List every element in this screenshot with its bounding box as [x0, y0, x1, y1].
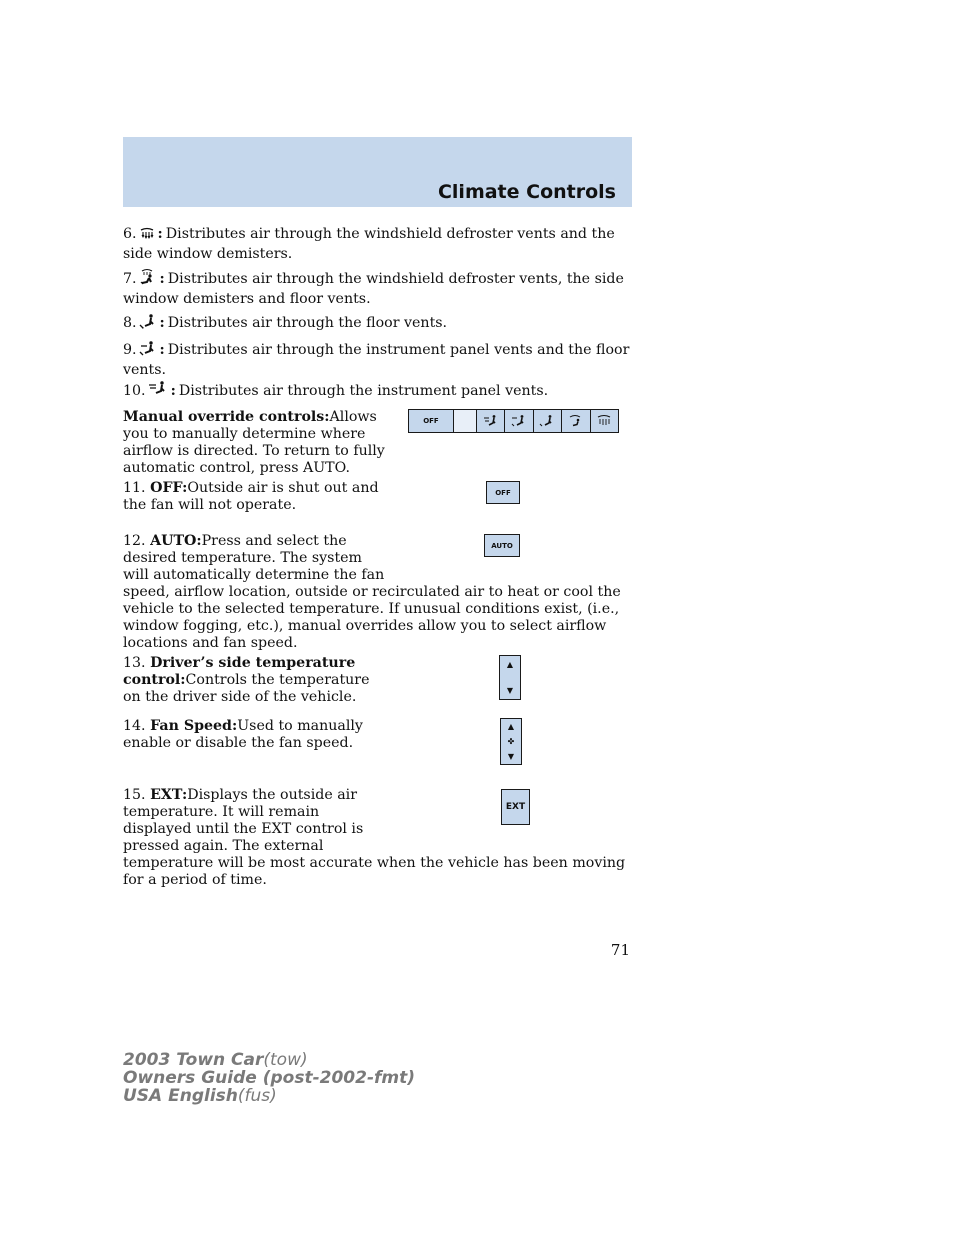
list-item: 10. : Distributes air through the instrument panel vents. — [123, 380, 632, 403]
fan-down-icon[interactable]: ▼ — [507, 752, 515, 761]
manual-override-paragraph: Manual override controls:Allows you to manually determine where airflow is directed. To return to fully automatic control, press AUTO. — [123, 409, 385, 476]
list-item: 7. : Distributes air through the windshield defroster vents, the side window demisters and floor vents. — [123, 268, 632, 308]
list-item: 15. EXT:Displays the outside air temperature. It will remain displayed until the EXT control is pressed again. The external — [123, 787, 364, 854]
list-item: 13. Driver’s side temperature control:Controls the temperature on the driver side of the vehicle. — [123, 655, 370, 705]
temperature-rocker[interactable] — [499, 655, 521, 700]
defrost-icon — [139, 226, 155, 246]
list-item-continuation: speed, airflow location, outside or recirculated air to heat or cool the vehicle to the selected temperature. If unusual conditions exist, (i.e., window fogging, etc.), manual overrides allow you to select airflow locations and fan speed. — [123, 584, 621, 651]
temp-down-icon[interactable]: ▼ — [506, 686, 514, 695]
list-item: 9. : Distributes air through the instrument panel vents and the floor vents. — [123, 342, 630, 378]
defrost-floor-icon — [568, 414, 584, 428]
temp-up-icon[interactable]: ▲ — [506, 660, 514, 669]
floor-vent-icon — [539, 414, 555, 428]
panel-defrost-button[interactable] — [590, 410, 618, 432]
panel-floor-icon — [511, 414, 527, 428]
ext-button[interactable]: EXT — [501, 789, 530, 825]
fan-icon: ✤ — [507, 737, 515, 746]
panel-vent-button[interactable] — [476, 410, 504, 432]
panel-vent-icon — [148, 380, 168, 403]
panel-floor-button[interactable] — [533, 410, 561, 432]
panel-floor-icon — [139, 340, 157, 362]
list-item: 12. AUTO:Press and select the desired temperature. The system will automatically determine the fan — [123, 533, 385, 583]
list-item: 6. : Distributes air through the windshield defroster vents and the side window demisters. — [123, 226, 615, 262]
floor-vent-icon — [139, 313, 157, 335]
list-item: 8. : Distributes air through the floor vents. — [123, 313, 632, 335]
page-number: 71 — [610, 941, 630, 959]
panel-divider — [453, 410, 476, 432]
panel-vent-icon — [483, 414, 499, 428]
off-button[interactable]: OFF — [486, 481, 520, 504]
defrost-floor-icon — [139, 268, 157, 291]
footer: 2003 Town Car(tow) Owners Guide (post-2002-fmt) USA English(fus) — [123, 1050, 416, 1106]
fan-speed-rocker[interactable] — [500, 718, 522, 765]
panel-panel-floor-button[interactable] — [504, 410, 532, 432]
page-title: Climate Controls — [437, 181, 616, 203]
header-band — [123, 137, 632, 207]
defrost-icon — [596, 414, 612, 428]
auto-button[interactable]: AUTO — [484, 534, 520, 557]
fan-up-icon[interactable]: ▲ — [507, 722, 515, 731]
panel-defrost-floor-button[interactable] — [561, 410, 589, 432]
list-item: 14. Fan Speed:Used to manually enable or disable the fan speed. — [123, 718, 363, 751]
list-item-continuation: temperature will be most accurate when the vehicle has been moving for a period of time. — [123, 855, 626, 888]
panel-off-button[interactable]: OFF — [423, 417, 439, 425]
list-item: 11. OFF:Outside air is shut out and the fan will not operate. — [123, 480, 379, 513]
mode-button-panel — [408, 409, 619, 433]
